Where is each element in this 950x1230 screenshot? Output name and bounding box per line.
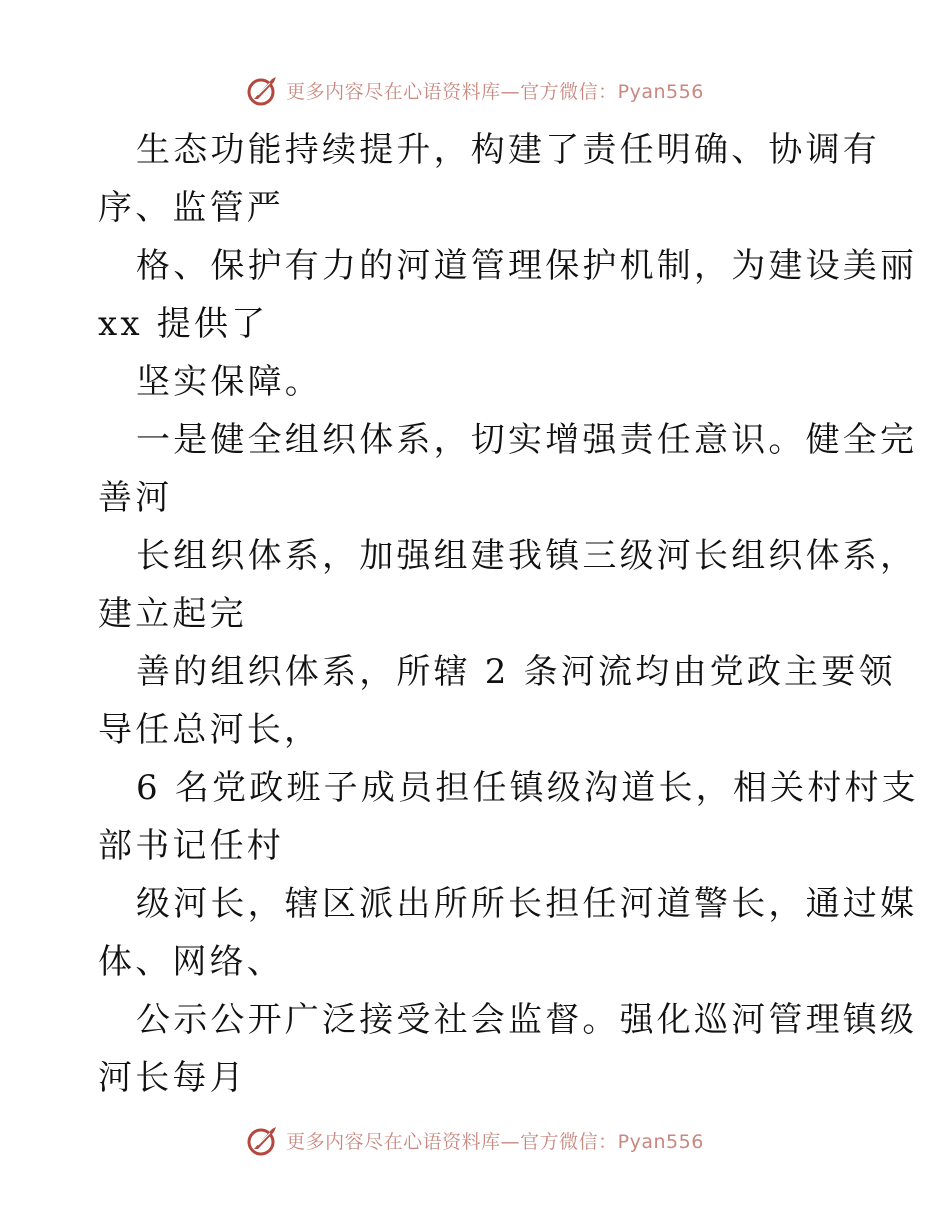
text-line: 序、监管严 (98, 188, 284, 228)
text-line: 6 名党政班子成员担任镇级沟道长，相关村村支 (136, 768, 919, 808)
footer-banner-text: 更多内容尽在心语资料库—官方微信：Pyan556 (286, 1130, 704, 1153)
text-line: 部书记任村 (98, 826, 284, 866)
text-line: 一是健全组织体系，切实增强责任意识。健全完 (136, 420, 918, 460)
text-line: 建立起完 (98, 594, 247, 634)
footer-banner (0, 1120, 950, 1160)
text-line: 善河 (98, 478, 173, 518)
text-line: 生态功能持续提升，构建了责任明确、协调有 (136, 130, 880, 170)
text-line: 坚实保障。 (136, 362, 322, 402)
header-banner-text: 更多内容尽在心语资料库—官方微信：Pyan556 (286, 80, 704, 103)
quill-logo-icon (246, 73, 280, 107)
quill-logo-icon (246, 1123, 280, 1157)
text-line: 级河长，辖区派出所所长担任河道警长，通过媒 (136, 884, 918, 924)
header-banner (0, 70, 950, 110)
text-line: 导任总河长， (98, 710, 322, 750)
text-line: 长组织体系，加强组建我镇三级河长组织体系， (136, 536, 918, 576)
text-line: xx 提供了 (98, 304, 269, 344)
text-line: 善的组织体系，所辖 2 条河流均由党政主要领 (136, 652, 896, 692)
text-line: 公示公开广泛接受社会监督。强化巡河管理镇级 (136, 1000, 918, 1040)
text-line: 体、网络、 (98, 942, 284, 982)
text-line: 河长每月 (98, 1058, 247, 1098)
text-line: 格、保护有力的河道管理保护机制，为建设美丽 (136, 246, 918, 286)
